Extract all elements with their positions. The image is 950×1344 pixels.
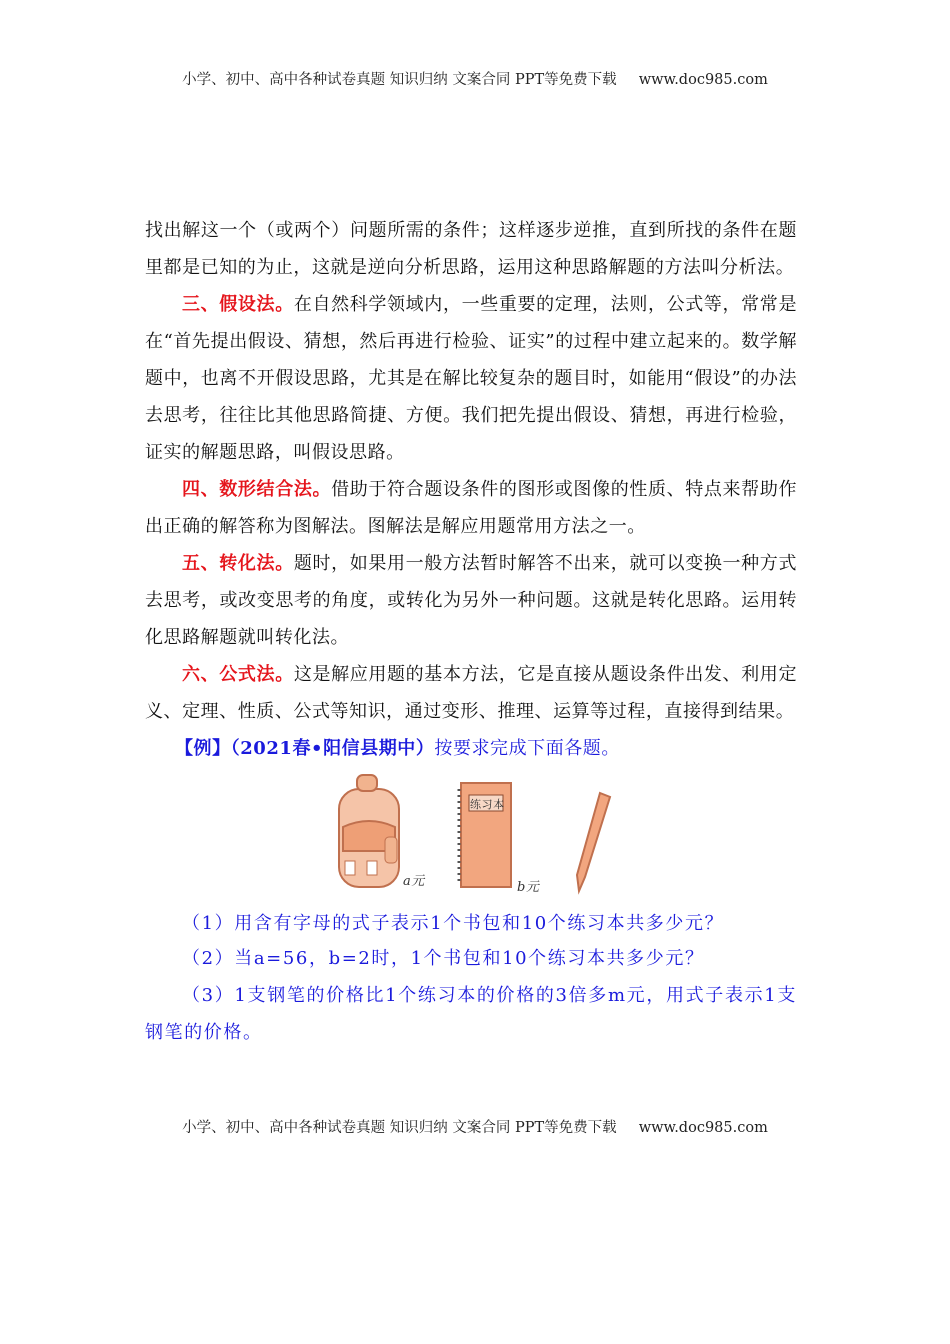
paragraph-graphic xyxy=(145,471,797,545)
paragraph-transform xyxy=(145,545,797,656)
footer-text: 小学、初中、高中各种试卷真题 知识归纳 文案合同 PPT等免费下载 xyxy=(182,1120,617,1136)
paragraph-hypothesis xyxy=(145,286,797,471)
example-text: 按要求完成下面各题。 xyxy=(434,738,620,759)
example-line xyxy=(145,730,797,767)
header-text: 小学、初中、高中各种试卷真题 知识归纳 文案合同 PPT等免费下载 xyxy=(182,72,617,88)
question-1: （1）用含有字母的式子表示1个书包和10个练习本共多少元？ xyxy=(182,913,725,934)
example-label: 【例】（2021春•阳信县期中） xyxy=(175,738,435,759)
section-title: 三、假设法。 xyxy=(182,294,294,315)
bag-price: a元 xyxy=(403,874,425,889)
question-3: （3）1支钢笔的价格比1个练习本的价格的3倍多m元，用式子表示1支钢笔的价格。 xyxy=(145,985,797,1043)
paragraph-analysis: 找出解这一个（或两个）问题所需的条件；这样逐步逆推，直到所找的条件在题里都是已知的为止，这就是逆向分析思路，运用这种思路解题的方法叫分析法。 xyxy=(145,220,797,278)
section-title: 四、数形结合法。 xyxy=(182,479,332,500)
paragraph-text: 这是解应用题的基本方法，它是直接从题设条件出发、利用定义、定理、性质、公式等知识，通过变形、推理、运算等过程，直接得到结果。 xyxy=(145,664,797,722)
backpack-icon xyxy=(339,775,399,887)
section-title: 六、公式法。 xyxy=(182,664,294,685)
page-footer xyxy=(0,1116,950,1137)
header-site[interactable]: www.doc985.com xyxy=(638,72,768,88)
document-body xyxy=(145,212,797,1051)
pen-icon xyxy=(577,793,610,891)
notebook-price: b元 xyxy=(517,880,540,895)
paragraph-formula xyxy=(145,656,797,730)
question-2: （2）当a=56，b=2时，1个书包和10个练习本共多少元？ xyxy=(182,948,705,969)
paragraph-text: 题时，如果用一般方法暂时解答不出来，就可以变换一种方式去思考，或改变思考的角度，或转化为另外一种问题。这就是转化思路。运用转化思路解题就叫转化法。 xyxy=(145,553,797,648)
example-figure xyxy=(145,767,797,905)
paragraph-text: 在自然科学领域内，一些重要的定理，法则，公式等，常常是在“首先提出假设、猜想，然后再进行检验、证实”的过程中建立起来的。数学解题中，也离不开假设思路，尤其是在解比较复杂的题目时，如能用“假设”的办法去思考，往往比其他思路简捷、方便。我们把先提出假设、猜想，再进行检验，证实的解题思路，叫假设思路。 xyxy=(145,294,797,463)
page-header xyxy=(0,68,950,89)
footer-site[interactable]: www.doc985.com xyxy=(638,1120,768,1136)
notebook-label: 练习本 xyxy=(470,798,505,811)
paragraph-text: 借助于符合题设条件的图形或图像的性质、特点来帮助作出正确的解答称为图解法。图解法是解应用题常用方法之一。 xyxy=(145,479,798,537)
section-title: 五、转化法。 xyxy=(182,553,294,574)
